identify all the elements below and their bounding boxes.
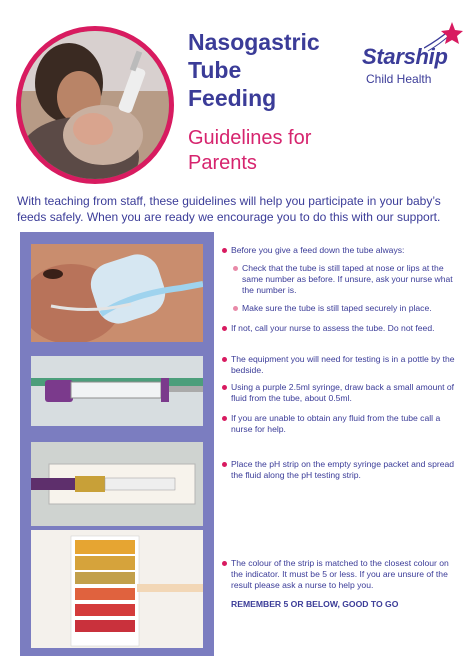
logo-word: Starship xyxy=(362,44,448,69)
page-subtitle xyxy=(188,126,311,176)
remember-note: REMEMBER 5 OR BELOW, GOOD TO GO xyxy=(231,599,399,609)
title-line: Tube xyxy=(188,57,242,83)
list-item: Make sure the tube is still taped securely in place. xyxy=(233,303,455,314)
list-item: If not, call your nurse to assess the tube. Do not feed. xyxy=(222,323,458,334)
list-item: The equipment you will need for testing is in a pottle by the bedside. xyxy=(222,354,458,376)
syringe-photo xyxy=(31,356,203,426)
mother-baby-photo xyxy=(16,26,174,184)
ph-colour-chart-photo xyxy=(31,530,203,648)
photo-panel xyxy=(20,232,214,656)
list-item: Using a purple 2.5ml syringe, draw back a small amount of fluid from the tube, about 0.5ml. xyxy=(222,382,458,404)
list-item: If you are unable to obtain any fluid from the tube call a nurse for help. xyxy=(222,413,458,435)
subtitle-line: Parents xyxy=(188,152,257,174)
title-line: Nasogastric xyxy=(188,29,320,55)
list-item: Place the pH strip on the empty syringe packet and spread the fluid along the pH testing strip. xyxy=(222,459,458,481)
list-item: Check that the tube is still taped at nose or lips at the same number as before. If unsure, ask your nurse what the number is. xyxy=(233,263,455,296)
starship-logo xyxy=(356,20,464,90)
logo-subtitle: Child Health xyxy=(366,72,432,86)
list-item: Before you give a feed down the tube always: xyxy=(222,245,458,256)
page-title xyxy=(188,28,320,112)
taped-tube-photo xyxy=(31,244,203,342)
subtitle-line: Guidelines for xyxy=(188,127,312,149)
title-line: Feeding xyxy=(188,85,277,111)
ph-strip-photo xyxy=(31,442,203,526)
intro-paragraph: With teaching from staff, these guidelines will help you participate in your baby’s feeds safely. When you are ready we encourage you to do this with our support. xyxy=(17,194,441,224)
list-item: The colour of the strip is matched to the closest colour on the indicator. It must be 5 or less. If you are unsure of the result please ask a nurse to help you. xyxy=(222,558,458,591)
